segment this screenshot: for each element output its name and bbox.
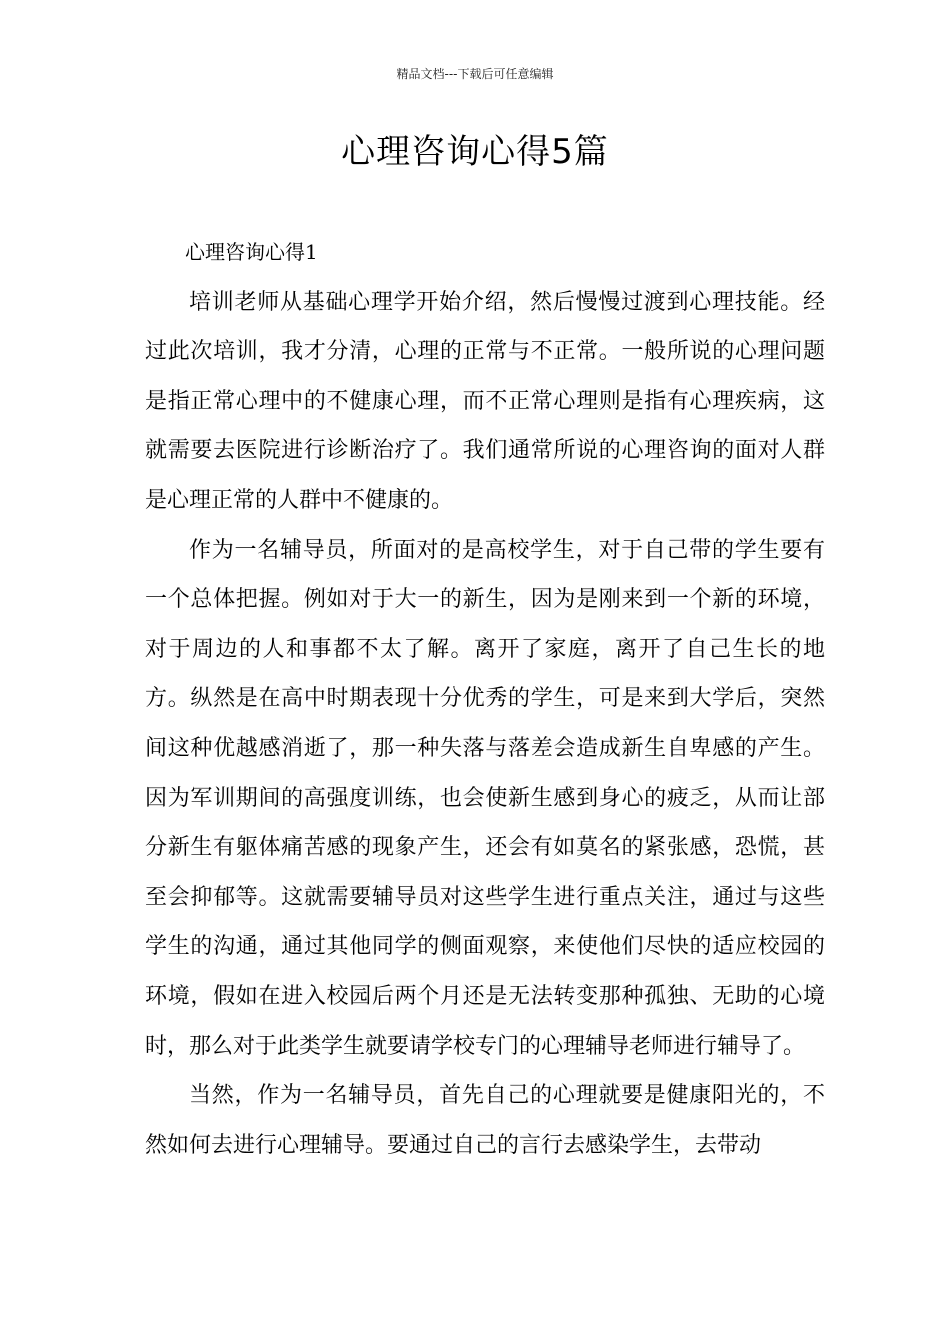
document-body bbox=[145, 228, 825, 1170]
document-title: 心理咨询心得5篇 bbox=[341, 132, 609, 172]
paragraph-2: 作为一名辅导员，所面对的是高校学生，对于自己带的学生要有一个总体把握。例如对于大一的新生，因为是刚来到一个新的环境，对于周边的人和事都不太了解。离开了家庭，离开了自己生长的地方。纵然是在高中时期表现十分优秀的学生，可是来到大学后，突然间这种优越感消逝了，那一种失落与落差会造成新生自卑感的产生。因为军训期间的高强度训练，也会使新生感到身心的疲乏，从而让部分新生有躯体痛苦感的现象产生，还会有如莫名的紧张感，恐慌，甚至会抑郁等。这就需要辅导员对这些学生进行重点关注，通过与这些学生的沟通，通过其他同学的侧面观察，来使他们尽快的适应校园的环境，假如在进入校园后两个月还是无法转变那种孤独、无助的心境时，那么对于此类学生就要请学校专门的心理辅导老师进行辅导了。 bbox=[145, 537, 825, 1059]
section-heading: 心理咨询心得1 bbox=[185, 240, 318, 264]
header-note: 精品文档---下载后可任意编辑 bbox=[396, 67, 554, 81]
paragraph-3: 当然，作为一名辅导员，首先自己的心理就要是健康阳光的，不然如何去进行心理辅导。要通过自己的言行去感染学生，去带动 bbox=[145, 1083, 825, 1158]
paragraph-1: 培训老师从基础心理学开始介绍，然后慢慢过渡到心理技能。经过此次培训，我才分清，心理的正常与不正常。一般所说的心理问题是指正常心理中的不健康心理，而不正常心理则是指有心理疾病，这就需要去医院进行诊断治疗了。我们通常所说的心理咨询的面对人群是心理正常的人群中不健康的。 bbox=[145, 289, 825, 513]
